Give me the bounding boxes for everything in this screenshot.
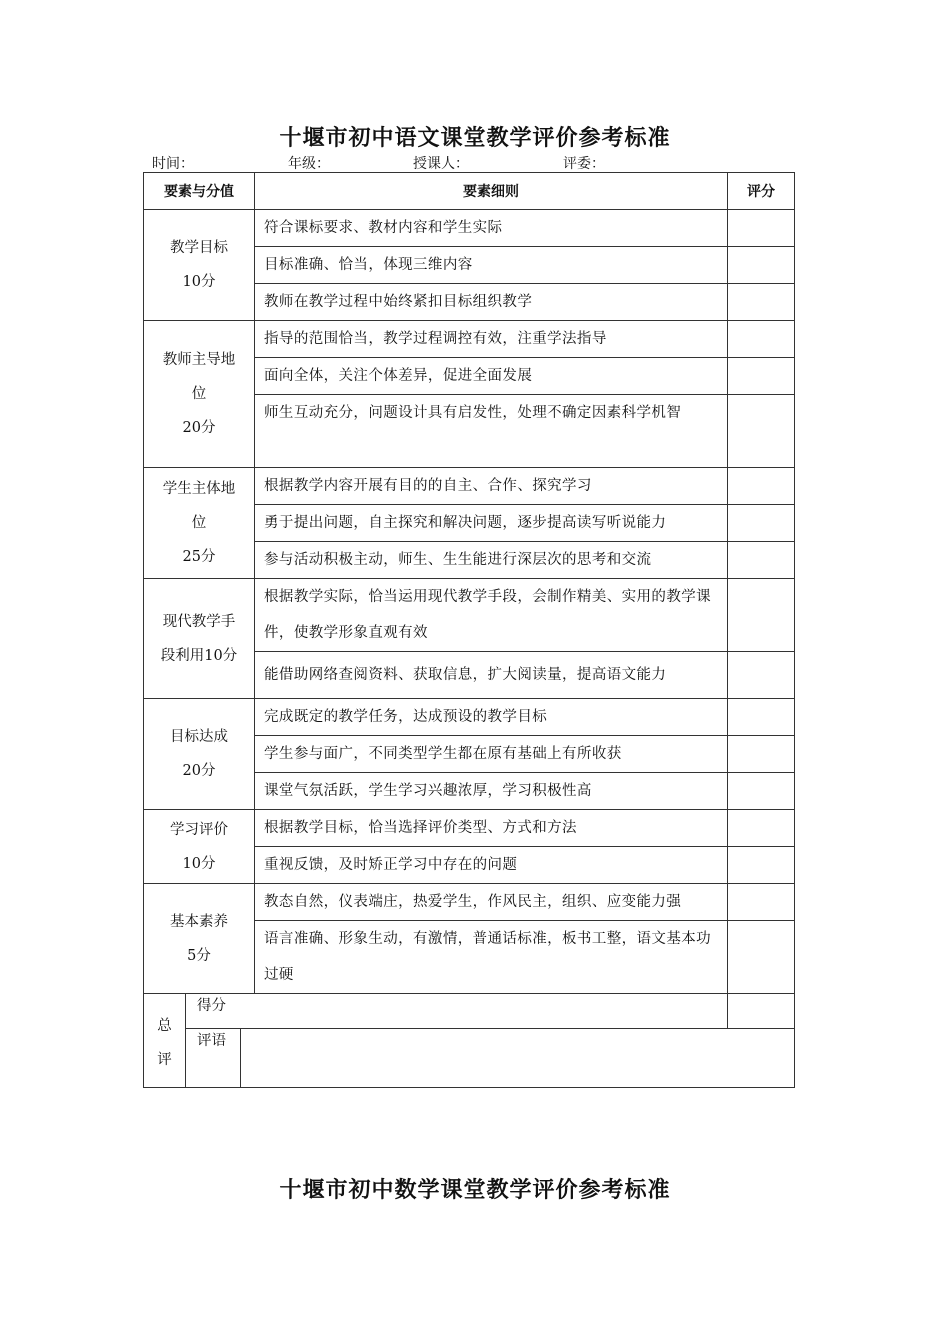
score-cell[interactable] — [728, 921, 795, 994]
score-cell[interactable] — [728, 505, 795, 542]
table-row — [144, 579, 795, 652]
teacher-label: 授课人： — [413, 156, 469, 172]
judge-label: 评委： — [563, 156, 605, 172]
score-cell[interactable] — [728, 579, 795, 652]
criterion-cell: 根据教学内容开展有目的的自主、合作、探究学习 — [255, 468, 728, 505]
table-row — [144, 884, 795, 921]
criterion-cell: 学生参与面广，不同类型学生都在原有基础上有所收获 — [255, 736, 728, 773]
header-detail: 要素细则 — [255, 173, 728, 210]
score-cell[interactable] — [728, 773, 795, 810]
score-cell[interactable] — [728, 699, 795, 736]
category-cell: 教师主导地 位 20分 — [144, 321, 255, 468]
score-cell[interactable] — [728, 652, 795, 699]
category-cell: 教学目标 10分 — [144, 210, 255, 321]
criterion-cell: 目标准确、恰当，体现三维内容 — [255, 247, 728, 284]
score-cell[interactable] — [728, 468, 795, 505]
header-score: 评分 — [728, 173, 795, 210]
criterion-cell: 教态自然，仪表端庄，热爱学生，作风民主，组织、应变能力强 — [255, 884, 728, 921]
total-score-cell[interactable] — [728, 994, 795, 1029]
score-cell[interactable] — [728, 210, 795, 247]
criterion-cell: 重视反馈，及时矫正学习中存在的问题 — [255, 847, 728, 884]
score-cell[interactable] — [728, 542, 795, 579]
score-cell[interactable] — [728, 321, 795, 358]
score-cell[interactable] — [728, 358, 795, 395]
criterion-cell: 语言准确、形象生动，有激情，普通话标准，板书工整，语文基本功过硬 — [255, 921, 728, 994]
table-header-row — [144, 173, 795, 210]
time-label: 时间： — [152, 156, 194, 172]
score-cell[interactable] — [728, 884, 795, 921]
criterion-cell: 师生互动充分，问题设计具有启发性，处理不确定因素科学机智 — [255, 395, 728, 468]
category-cell: 目标达成 20分 — [144, 699, 255, 810]
total-score-label: 得分 — [186, 994, 728, 1029]
table-row — [144, 810, 795, 847]
table-row — [144, 210, 795, 247]
comment-label: 评语 — [186, 1029, 241, 1088]
criterion-cell: 面向全体，关注个体差异，促进全面发展 — [255, 358, 728, 395]
summary-comment-row — [144, 1029, 795, 1088]
evaluation-table — [143, 172, 795, 1088]
score-cell[interactable] — [728, 247, 795, 284]
table-row — [144, 468, 795, 505]
criterion-cell: 课堂气氛活跃，学生学习兴趣浓厚，学习积极性高 — [255, 773, 728, 810]
summary-label-cell: 总 评 — [144, 994, 186, 1088]
category-cell: 学生主体地 位 25分 — [144, 468, 255, 579]
table-row — [144, 699, 795, 736]
comment-cell[interactable] — [241, 1029, 795, 1088]
score-cell[interactable] — [728, 736, 795, 773]
grade-label: 年级： — [288, 156, 330, 172]
second-page-title: 十堰市初中数学课堂教学评价参考标准 — [279, 1177, 671, 1203]
summary-score-row — [144, 994, 795, 1029]
category-cell: 现代教学手 段利用10分 — [144, 579, 255, 699]
page-title: 十堰市初中语文课堂教学评价参考标准 — [279, 125, 671, 151]
category-cell: 基本素养 5分 — [144, 884, 255, 994]
score-cell[interactable] — [728, 810, 795, 847]
score-cell[interactable] — [728, 847, 795, 884]
header-element: 要素与分值 — [144, 173, 255, 210]
category-cell: 学习评价 10分 — [144, 810, 255, 884]
criterion-cell: 指导的范围恰当，教学过程调控有效，注重学法指导 — [255, 321, 728, 358]
table-row — [144, 321, 795, 358]
criterion-cell: 能借助网络查阅资料、获取信息，扩大阅读量，提高语文能力 — [255, 652, 728, 699]
criterion-cell: 根据教学实际，恰当运用现代教学手段，会制作精美、实用的教学课件，使教学形象直观有效 — [255, 579, 728, 652]
criterion-cell: 教师在教学过程中始终紧扣目标组织教学 — [255, 284, 728, 321]
criterion-cell: 勇于提出问题，自主探究和解决问题，逐步提高读写听说能力 — [255, 505, 728, 542]
criterion-cell: 符合课标要求、教材内容和学生实际 — [255, 210, 728, 247]
criterion-cell: 完成既定的教学任务，达成预设的教学目标 — [255, 699, 728, 736]
score-cell[interactable] — [728, 284, 795, 321]
criterion-cell: 根据教学目标，恰当选择评价类型、方式和方法 — [255, 810, 728, 847]
criterion-cell: 参与活动积极主动，师生、生生能进行深层次的思考和交流 — [255, 542, 728, 579]
score-cell[interactable] — [728, 395, 795, 468]
